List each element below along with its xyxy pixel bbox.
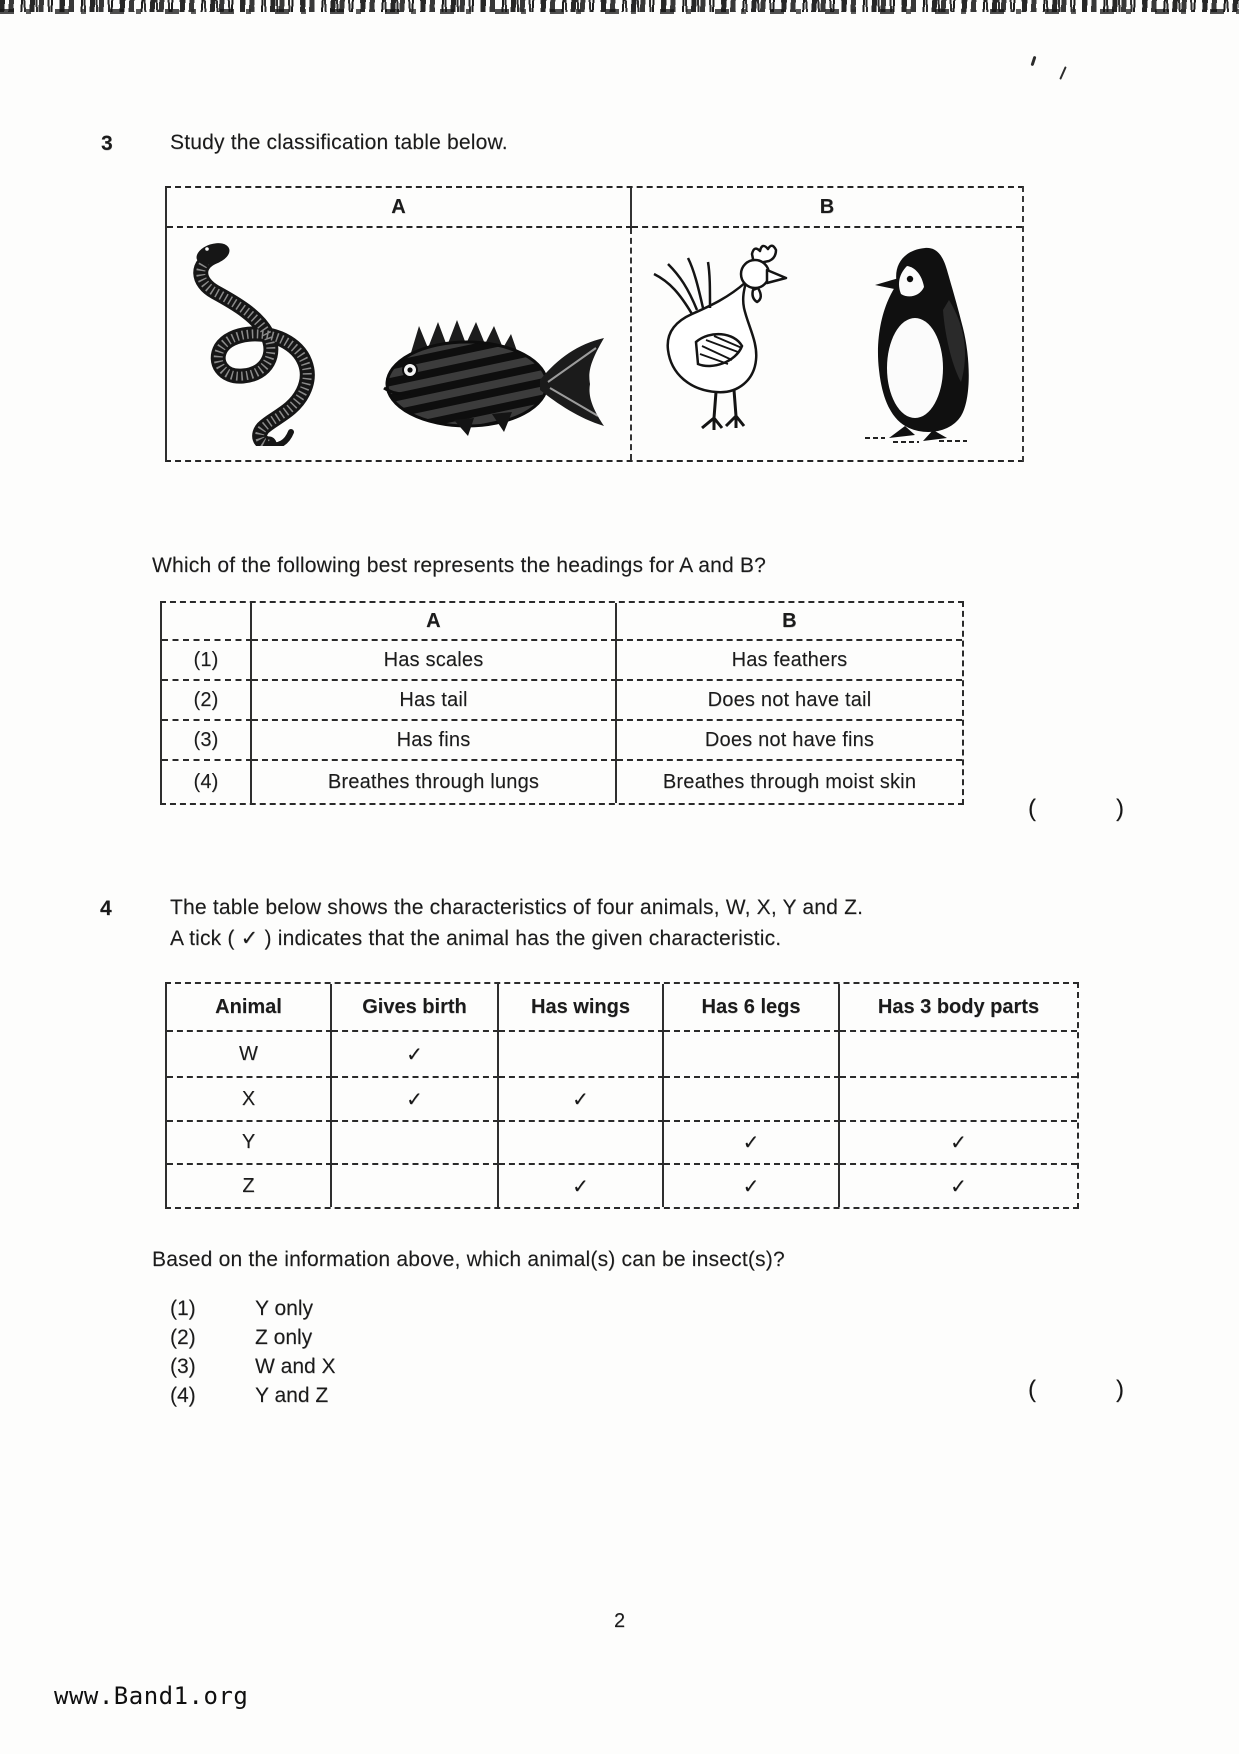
option-3-number: (3) [162, 721, 252, 761]
col-header-animal: Animal [167, 984, 332, 1032]
option-2-heading-a: Has tail [252, 681, 617, 721]
mcq-option-1-text: Y only [255, 1297, 313, 1320]
mcq-option-1 [170, 1297, 336, 1326]
mcq-option-2-text: Z only [255, 1326, 313, 1349]
page-number: 2 [613, 1610, 626, 1632]
tick-w-has-3-body-parts [840, 1032, 1077, 1078]
mcq-option-3 [170, 1355, 336, 1384]
question-4-options [170, 1297, 336, 1413]
footer-url: www.Band1.org [54, 1682, 249, 1710]
question-4-prompt-line1: The table below shows the characteristics of four animals, W, X, Y and Z. [170, 896, 864, 919]
question-3-number: 3 [101, 132, 113, 155]
scan-artifact-mark [1059, 66, 1067, 80]
tick-w-has-6-legs [664, 1032, 840, 1078]
question-4-number: 4 [100, 897, 112, 920]
option-3-heading-a: Has fins [252, 721, 617, 761]
picture-cell-group-b [632, 228, 1022, 460]
tick-y-has-6-legs: ✓ [664, 1122, 840, 1165]
options-table-corner-cell [162, 603, 252, 641]
mcq-option-4-number: (4) [170, 1384, 196, 1407]
question-4-prompt-line2: A tick ( ✓ ) indicates that the animal has the given characteristic. [170, 927, 782, 950]
animal-y-label: Y [167, 1122, 332, 1165]
picture-table-header-a: A [167, 188, 632, 228]
picture-table-header-b: B [632, 188, 1022, 228]
option-4-number: (4) [162, 761, 252, 803]
mcq-option-1-number: (1) [170, 1297, 196, 1320]
option-4-heading-b: Breathes through moist skin [662, 770, 917, 793]
option-3-heading-b: Does not have fins [617, 721, 962, 761]
close-bracket: ) [1116, 1376, 1124, 1403]
fish-illustration [372, 300, 622, 440]
scan-artifact-mark [1031, 56, 1037, 66]
tick-x-has-wings: ✓ [499, 1078, 664, 1122]
tick-x-has-3-body-parts [840, 1078, 1077, 1122]
mcq-option-3-number: (3) [170, 1355, 196, 1378]
scan-noise-band-2 [0, 9, 1239, 14]
picture-cell-group-a [167, 228, 632, 460]
option-1-heading-a: Has scales [252, 641, 617, 681]
tick-y-has-wings [499, 1122, 664, 1165]
penguin-illustration [847, 242, 997, 444]
question-4-answer-brackets [1028, 1376, 1124, 1404]
option-4-heading-a: Breathes through lungs [252, 761, 617, 803]
open-bracket: ( [1028, 1376, 1036, 1403]
option-1-heading-b: Has feathers [617, 641, 962, 681]
options-table-header-a: A [252, 603, 617, 641]
question-3-prompt: Study the classification table below. [170, 131, 508, 154]
options-table-header-b: B [617, 603, 962, 641]
tick-w-gives-birth: ✓ [332, 1032, 499, 1078]
characteristics-table [165, 982, 1079, 1209]
mcq-option-4-text: Y and Z [255, 1384, 329, 1407]
col-header-has-wings: Has wings [499, 984, 664, 1032]
mcq-option-4 [170, 1384, 336, 1413]
col-header-has-3-body-parts: Has 3 body parts [840, 984, 1077, 1032]
headings-options-table [160, 601, 964, 805]
question-3-answer-brackets [1028, 795, 1124, 823]
option-2-number: (2) [162, 681, 252, 721]
tick-x-gives-birth: ✓ [332, 1078, 499, 1122]
animal-z-label: Z [167, 1165, 332, 1207]
col-header-has-6-legs: Has 6 legs [664, 984, 840, 1032]
mcq-option-2 [170, 1326, 336, 1355]
mcq-option-3-text: W and X [255, 1355, 336, 1378]
tick-z-has-6-legs: ✓ [664, 1165, 840, 1207]
tick-x-has-6-legs [664, 1078, 840, 1122]
col-header-gives-birth: Gives birth [332, 984, 499, 1032]
question-4-text: Based on the information above, which animal(s) can be insect(s)? [152, 1248, 785, 1271]
chicken-illustration [640, 238, 800, 450]
option-2-heading-b: Does not have tail [617, 681, 962, 721]
classification-picture-table [165, 186, 1024, 462]
animal-x-label: X [167, 1078, 332, 1122]
tick-z-has-3-body-parts: ✓ [950, 1175, 967, 1198]
tick-z-gives-birth [332, 1165, 499, 1207]
animal-w-label: W [167, 1032, 332, 1078]
tick-y-gives-birth [332, 1122, 499, 1165]
tick-y-has-3-body-parts: ✓ [840, 1122, 1077, 1165]
option-1-number: (1) [162, 641, 252, 681]
tick-z-has-wings: ✓ [499, 1165, 664, 1207]
mcq-option-2-number: (2) [170, 1326, 196, 1349]
open-bracket: ( [1028, 795, 1036, 822]
close-bracket: ) [1116, 795, 1124, 822]
question-3-text: Which of the following best represents the headings for A and B? [152, 554, 767, 577]
tick-w-has-wings [499, 1032, 664, 1078]
